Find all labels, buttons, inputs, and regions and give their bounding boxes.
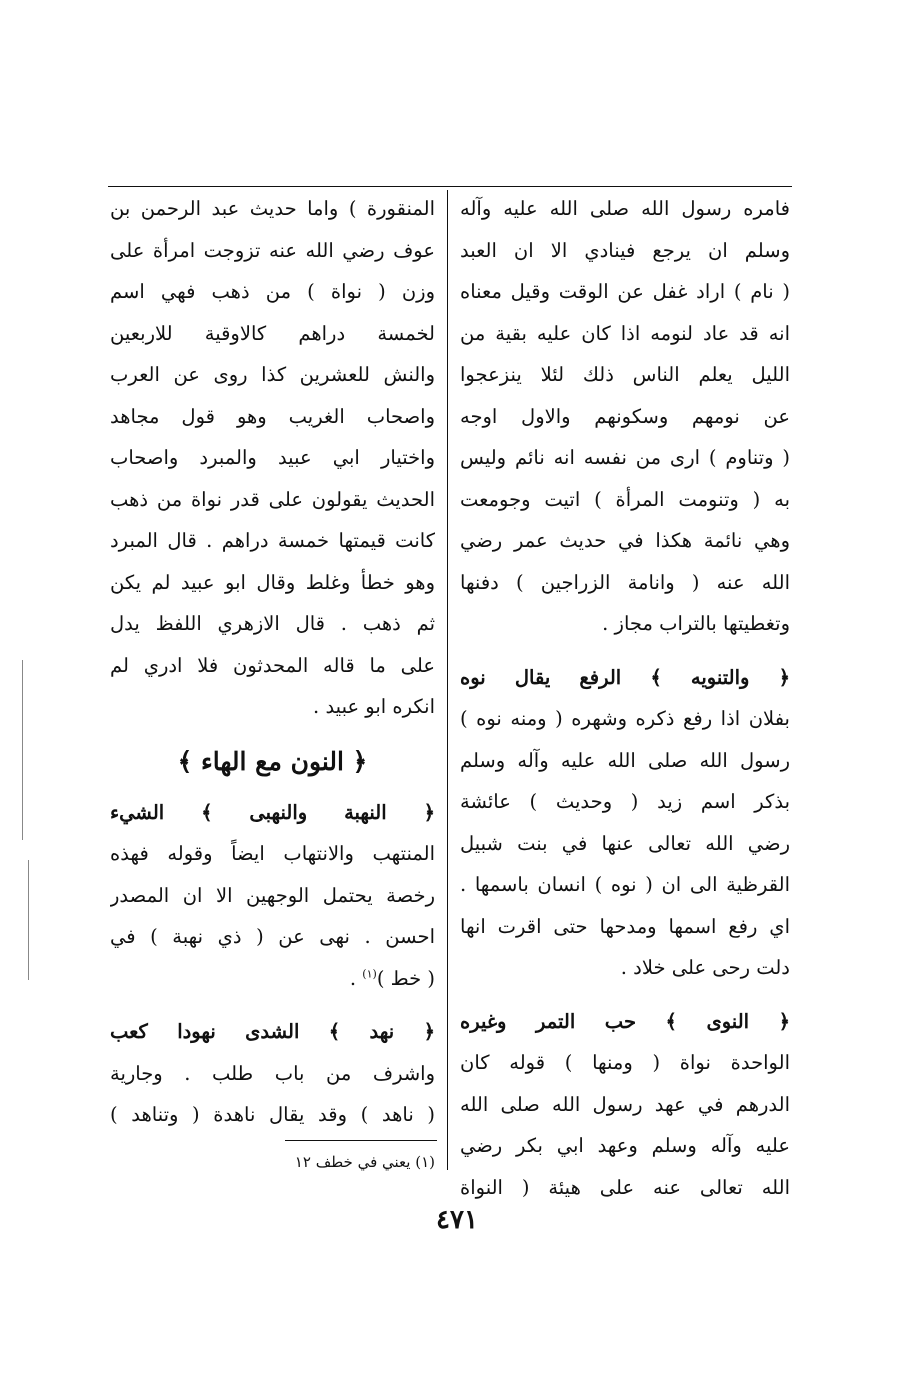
entry-nahba-line: ﴿ النهبة والنهبى ﴾ الشيء [110,800,435,824]
footnote-rule [285,1140,437,1141]
text-line: المنتهب والانتهاب ايضاً وقوله فهذه [110,842,435,865]
text-line: عن نومهم وسكونهم والاول اوجه [460,404,790,428]
text-line: وزن ( نواة ) من ذهب فهي اسم [110,280,435,303]
text-line: على ما قاله المحدثون فلا ادري لم [110,653,435,677]
text-segment: . [349,966,363,990]
footnote: (١) يعني في خطف ١٢ [294,1153,435,1171]
entry-tanwih-line: ﴿ والتنويه ﴾ الرفع يقال نوه [460,665,790,689]
text-line: ( نام ) اراد غفل عن الوقت وقيل معناه [460,280,790,303]
scan-edge-mark [28,860,29,980]
scan-edge-mark [22,660,23,840]
text-line: الله تعالى عنه على هيئة ( النواة [460,1175,790,1199]
text-line: واشرف من باب طلب . وجارية [110,1061,435,1085]
text-line: بذكر اسم زيد ( وحديث ) عائشة [460,790,790,813]
text-line: انه قد عاد لنومه اذا كان عليه بقية من [460,321,790,345]
text-line: فامره رسول الله صلى الله عليه وآله [460,197,790,220]
text-line: واصحاب الغريب وهو قول مجاهد [110,404,435,428]
text-line: الليل يعلم الناس ذلك لئلا ينزعجوا [460,363,790,386]
text-line: كانت قيمتها خمسة دراهم . قال المبرد [110,529,435,552]
text-line: الحديث يقولون على قدر نواة من ذهب [110,487,435,511]
entry-nahd-line: ﴿ نهد ﴾ الشدى نهودا كعب [110,1020,435,1043]
text-line: ( ناهد ) وقد يقال ناهدة ( وتناهد ) [110,1103,435,1126]
text-line: عوف رضي الله عنه تزوجت امرأة على [110,238,435,262]
text-line: لخمسة دراهم كالاوقية للاربعين [110,321,435,345]
text-line: اي رفع اسمها ومدحها حتى اقرت انها [460,914,790,938]
entry-nawa-line: ﴿ النوى ﴾ حب التمر وغيره [460,1009,790,1033]
chapter-heading: ﴿ النون مع الهاء ﴾ [177,746,368,776]
right-column [460,188,790,1208]
text-line: واختيار ابي عبيد والمبرد واصحاب [110,446,435,469]
text-line: والنش للعشرين كذا روى عن العرب [110,363,435,386]
text-line: الدرهم في عهد رسول الله صلى الله [460,1092,790,1116]
text-line: به ( وتنومت المرأة ) اتيت وجومعت [460,487,790,511]
text-line: وسلم ان يرجع فينادي الا ان العبد [460,238,790,262]
text-line: رسول الله صلى الله عليه وآله وسلم [460,748,790,772]
text-line: رضي الله تعالى عنها في بنت شبيل [460,831,790,855]
text-line: الله عنه ( وانامة الزراجين ) دفنها [460,570,790,594]
footnote-reference: (١) [362,967,377,980]
text-segment: ( خط ) [376,966,435,990]
text-line: بفلان اذا رفع ذكره وشهره ( ومنه نوه ) [460,707,790,730]
left-column [110,188,435,1136]
text-line: انكره ابو عبيد . [313,695,435,718]
text-line: القرظية الى ان ( نوه ) انسان باسمها . [460,873,790,896]
text-line: ( وتناوم ) ارى من نفسه انه نائم وليس [460,446,790,469]
column-divider [447,190,448,1170]
page-number: ٤٧١ [436,1205,478,1235]
text-line [110,958,435,1000]
text-line: دلت رحى على خلاد . [620,956,790,979]
text-line: المنقورة ) واما حديث عبد الرحمن بن [110,197,435,220]
text-line: وهو خطأ وغلط وقال ابو عبيد لم يكن [110,570,435,594]
top-rule [108,186,792,187]
text-line: عليه وآله وسلم وعهد ابي بكر رضي [460,1134,790,1157]
text-line: رخصة يحتمل الوجهين الا ان المصدر [110,883,435,907]
text-line: الواحدة نواة ( ومنها ) قوله كان [460,1051,790,1074]
text-line: ثم ذهب . قال الازهري اللفظ يدل [110,612,435,635]
text-line: وتغطيتها بالتراب مجاز . [602,612,790,635]
text-line: وهي نائمة هكذا في حديث عمر رضي [460,529,790,552]
text-line: احسن . نهى عن ( ذي نهبة ) في [110,925,435,948]
